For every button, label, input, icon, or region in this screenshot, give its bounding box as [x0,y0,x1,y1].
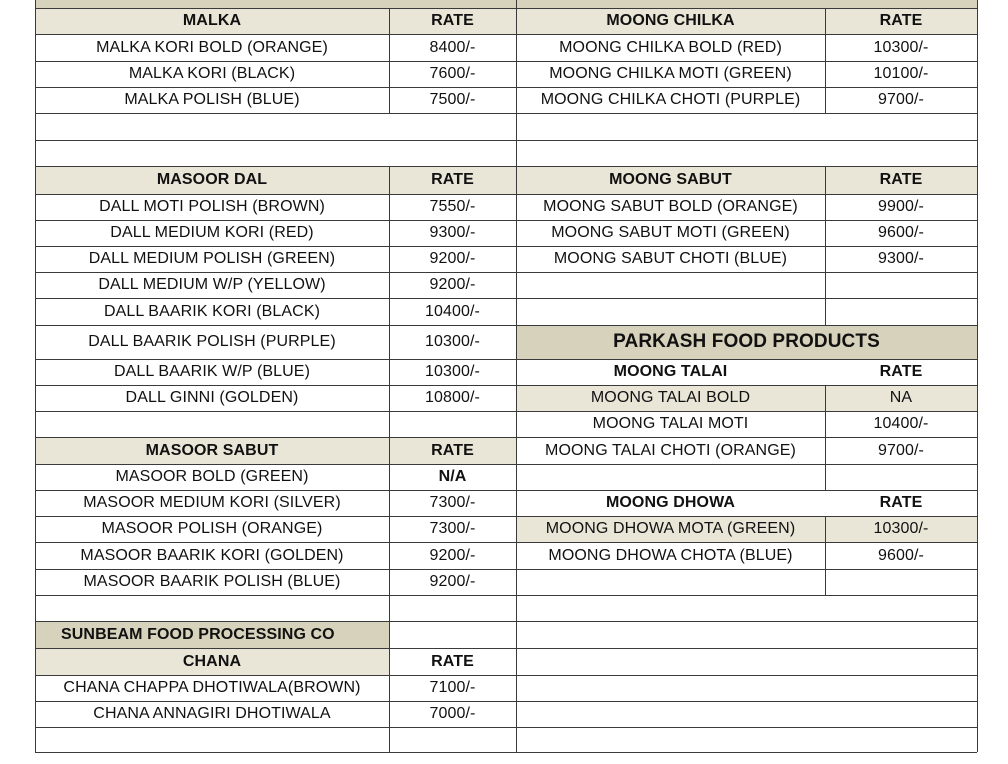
item-name: MALKA KORI BOLD (ORANGE) [96,38,328,56]
item-name: MALKA KORI (BLACK) [128,65,296,82]
item-name: MOONG TALAI BOLD [590,389,751,406]
rate-header: RATE [431,652,474,670]
item-name: MOONG TALAI CHOTI (ORANGE) [545,441,796,459]
item-name: MOONG DHOWA CHOTA (BLUE) [548,546,793,564]
item-rate: 10300/- [425,333,480,350]
item-name: DALL MEDIUM POLISH (GREEN) [88,250,336,267]
item-rate: 10100/- [873,65,929,82]
item-name: MOONG SABUT BOLD (ORANGE) [543,198,798,215]
section-title: MALKA [182,12,242,29]
item-name: CHANA CHAPPA DHOTIWALA(BROWN) [63,679,361,696]
item-name: MOONG CHILKA MOTI (GREEN) [549,65,792,82]
section-title: MOONG SABUT [609,171,732,188]
item-rate: 7100/- [429,679,476,696]
item-rate: 9200/- [429,276,476,293]
item-rate: 9200/- [429,573,476,590]
item-name: CHANA ANNAGIRI DHOTIWALA [93,705,331,722]
item-rate: 10300/- [425,363,480,380]
item-name: MASOOR BAARIK KORI (GOLDEN) [80,546,344,564]
rate-header: RATE [879,171,923,188]
item-name: DALL BAARIK W/P (BLUE) [113,363,311,380]
section-title: MOONG CHILKA [606,12,735,29]
item-rate: 9700/- [878,91,924,108]
item-rate: 9200/- [429,250,476,267]
item-rate: 10400/- [873,415,929,432]
item-rate: 7000/- [429,705,476,722]
rate-header: RATE [879,12,923,29]
item-name: MALKA POLISH (BLUE) [124,91,300,108]
rate-header: RATE [879,363,923,380]
item-rate: 9900/- [878,198,924,215]
item-rate: 9300/- [429,224,476,241]
item-name: MASOOR POLISH (ORANGE) [101,520,323,537]
item-rate: N/A [438,468,467,485]
item-name: DALL MEDIUM KORI (RED) [110,224,314,241]
rate-header: RATE [431,171,474,188]
company-name: PARKASH FOOD PRODUCTS [613,331,880,352]
item-name: DALL MEDIUM W/P (YELLOW) [98,276,326,293]
item-name: DALL BAARIK KORI (BLACK) [103,302,321,320]
section-title: MASOOR DAL [156,171,268,188]
item-name: MOONG SABUT CHOTI (BLUE) [553,250,788,267]
item-rate: 9300/- [878,250,924,267]
item-rate: 7300/- [429,520,476,537]
rate-header: RATE [431,441,474,459]
item-rate: 7550/- [429,198,476,215]
section-title: MASOOR SABUT [145,441,279,459]
item-rate: 10300/- [873,520,929,537]
item-name: DALL BAARIK POLISH (PURPLE) [88,333,336,350]
item-rate: 9600/- [878,546,924,564]
item-rate: 10400/- [425,302,480,320]
item-name: DALL GINNI (GOLDEN) [125,389,299,406]
item-rate: NA [889,389,913,406]
item-rate: 7600/- [429,65,476,82]
item-rate: 10300/- [873,38,929,56]
item-name: MOONG SABUT MOTI (GREEN) [551,224,790,241]
item-rate: 10800/- [425,389,480,406]
item-name: MASOOR MEDIUM KORI (SILVER) [83,494,341,511]
company-name: SUNBEAM FOOD PROCESSING CO [61,625,335,643]
item-name: MASOOR BOLD (GREEN) [115,468,309,485]
item-name: MASOOR BAARIK POLISH (BLUE) [83,573,341,590]
section-title: CHANA [182,652,242,670]
item-rate: 9200/- [429,546,476,564]
item-rate: 9600/- [878,224,924,241]
section-title: MOONG TALAI [613,363,728,380]
item-name: MOONG DHOWA MOTA (GREEN) [545,520,796,537]
item-rate: 7300/- [429,494,476,511]
item-name: MOONG CHILKA CHOTI (PURPLE) [540,91,801,108]
rate-header: RATE [879,494,923,511]
item-name: MOONG TALAI MOTI [592,415,749,432]
item-name: DALL MOTI POLISH (BROWN) [99,198,325,215]
item-rate: 8400/- [429,38,476,56]
item-rate: 9700/- [878,441,924,459]
rate-header: RATE [431,12,474,29]
section-title: MOONG DHOWA [605,494,736,511]
item-rate: 7500/- [429,91,476,108]
item-name: MOONG CHILKA BOLD (RED) [559,38,782,56]
